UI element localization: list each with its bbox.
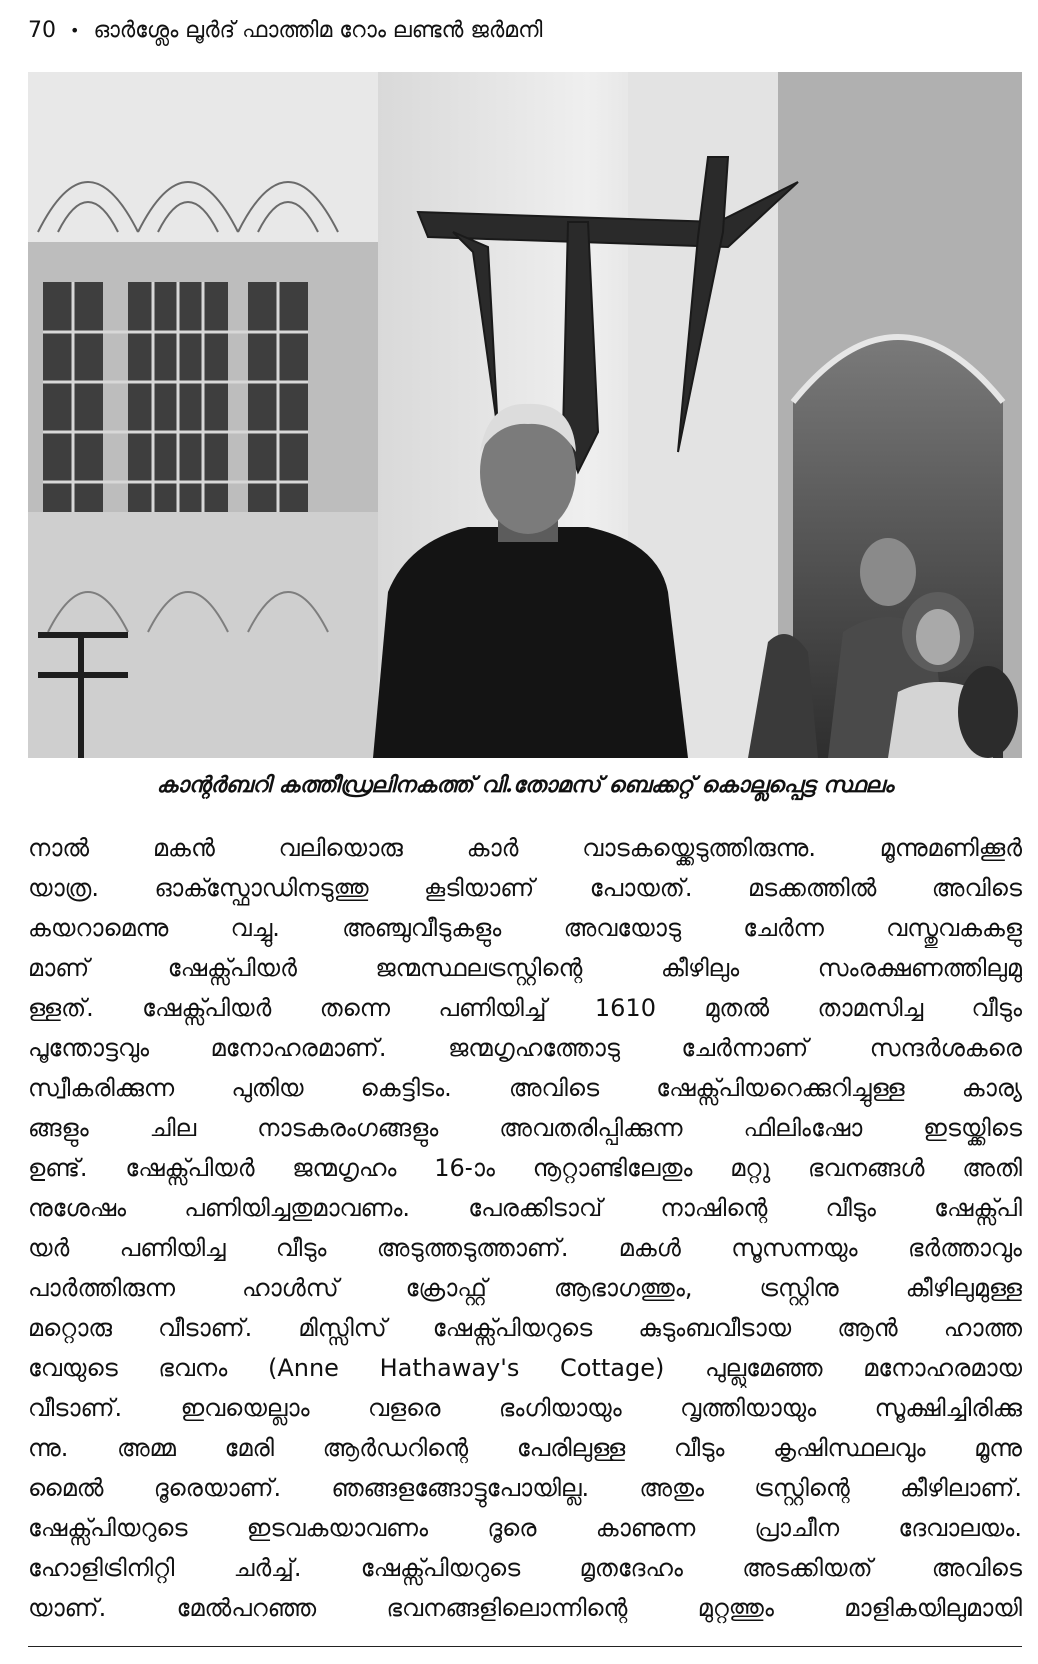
running-header [28, 14, 542, 46]
body-line: സ്വീകരിക്കുന്ന പുതിയ കെട്ടിടം. അവിടെ ഷേക്സ്പിയറെക്കുറിച്ചുള്ള കാര്യ [28, 1074, 1022, 1102]
body-line: മാണ് ഷേക്സ്പിയർ ജന്മസ്ഥലട്രസ്റ്റിന്റെ കീഴിലും സംരക്ഷണത്തിലുമു [28, 954, 1022, 982]
body-line: പാർത്തിരുന്ന ഹാൾസ് ക്രോഫ്റ്റ് ആഭാഗത്തും, ട്രസ്റ്റിനു കീഴിലുമുള്ള [28, 1274, 1022, 1302]
body-line: നുശേഷം പണിയിച്ചതുമാവണം. പേരക്കിടാവ് നാഷിന്റെ വീടും ഷേക്സ്പി [28, 1194, 1022, 1222]
footer-divider [28, 1646, 1022, 1647]
body-line: ന്നു. അമ്മ മേരി ആർഡറിന്റെ പേരിലുള്ള വീടും കൃഷിസ്ഥലവും മൂന്നു [28, 1434, 1022, 1462]
body-line: പൂന്തോട്ടവും മനോഹരമാണ്. ജന്മഗൃഹത്തോടു ചേർന്നാണ് സന്ദർശകരെ [28, 1034, 1022, 1062]
cathedral-photo-illustration [28, 72, 1022, 758]
body-line: മറ്റൊരു വീടാണ്. മിസ്സിസ് ഷേക്സ്പിയറുടെ കുടുംബവീടായ ആൻ ഹാത്ത [28, 1314, 1022, 1342]
running-title: ഓർശ്ലേം ലൂർദ് ഫാത്തിമ റോം ലണ്ടൻ ജർമനി [93, 17, 543, 43]
body-line: ഷേക്സ്പിയറുടെ ഇടവകയാവണം ദൂരെ കാണുന്ന പ്രാചീന ദേവാലയം. [28, 1514, 1022, 1542]
body-line: ഉണ്ട്. ഷേക്സ്പിയർ ജന്മഗൃഹം 16-ാം നൂറ്റാണ്ടിലേതും മറ്റു ഭവനങ്ങൾ അതി [28, 1154, 1022, 1182]
header-bullet: • [70, 20, 80, 40]
body-paragraph [28, 828, 1022, 1628]
body-line: നാൽ മകൻ വലിയൊരു കാർ വാടകയ്ക്കെടുത്തിരുന്നു. മൂന്നുമണിക്കൂർ [28, 834, 1022, 862]
page-number: 70 [28, 17, 56, 43]
body-line: വീടാണ്. ഇവയെല്ലാം വളരെ ഭംഗിയായും വൃത്തിയായും സൂക്ഷിച്ചിരിക്കു [28, 1394, 1022, 1422]
body-line: മൈൽ ദൂരെയാണ്. ഞങ്ങളങ്ങോട്ടുപോയില്ല. അതും ട്രസ്റ്റിന്റെ കീഴിലാണ്. [28, 1474, 1022, 1502]
body-line: യർ പണിയിച്ച വീടും അടുത്തടുത്താണ്. മകൾ സൂസന്നയും ഭർത്താവും [28, 1234, 1022, 1262]
body-line: കയറാമെന്നു വച്ചു. അഞ്ചുവീടുകളും അവയോടു ചേർന്ന വസ്തുവകകളു [28, 914, 1022, 942]
photo-caption: കാന്റർബറി കത്തീഡ്രലിനകത്ത് വി.തോമസ് ബെക്കറ്റ് കൊല്ലപ്പെട്ട സ്ഥലം [156, 772, 894, 798]
body-line: ങ്ങളും ചില നാടകരംഗങ്ങളും അവതരിപ്പിക്കുന്ന ഫിലിംഷോ ഇടയ്ക്കിടെ [28, 1114, 1022, 1142]
body-line: ള്ളത്. ഷേക്സ്പിയർ തന്നെ പണിയിച്ച് 1610 മുതൽ താമസിച്ച വീടും [28, 994, 1022, 1022]
body-line: വേയുടെ ഭവനം (Anne Hathaway's Cottage) പുല്ലുമേഞ്ഞ മനോഹരമായ [28, 1354, 1022, 1382]
body-line: യാത്ര. ഓക്സ്ഫോഡിനടുത്തു കൂടിയാണ് പോയത്. മടക്കത്തിൽ അവിടെ [28, 874, 1022, 902]
cathedral-photo [28, 72, 1022, 758]
body-line: യാണ്. മേൽപറഞ്ഞ ഭവനങ്ങളിലൊന്നിന്റെ മുറ്റത്തും മാളികയിലുമായി [28, 1594, 1022, 1622]
body-line: ഹോളിട്രിനിറ്റി ചർച്ച്. ഷേക്സ്പിയറുടെ മൃതദേഹം അടക്കിയത് അവിടെ [28, 1554, 1022, 1582]
